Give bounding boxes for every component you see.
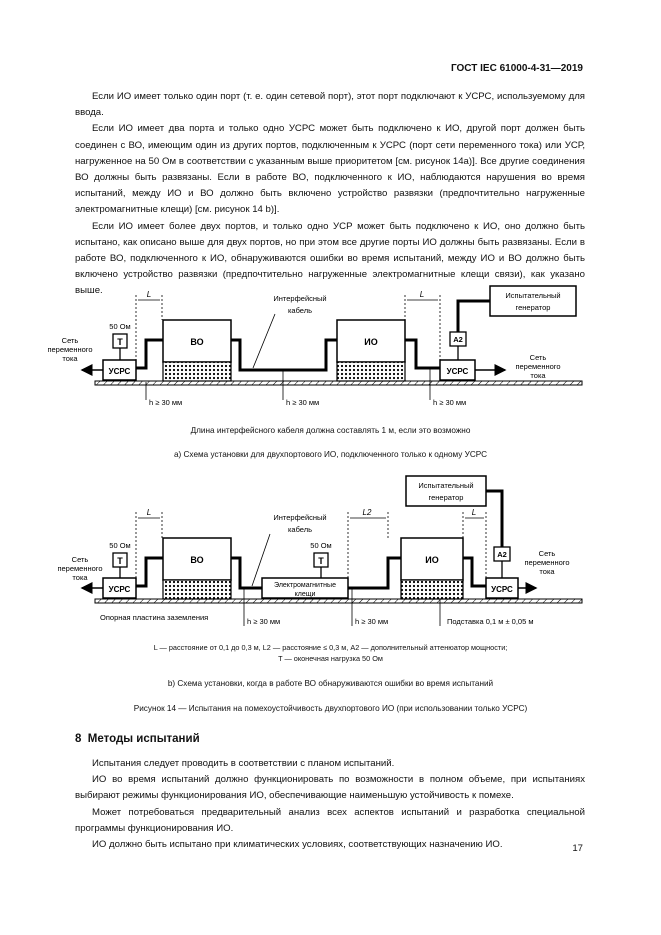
svg-text:L2: L2 xyxy=(362,508,372,517)
interface-cable xyxy=(231,340,337,370)
svg-text:h ≥ 30 мм: h ≥ 30 мм xyxy=(149,398,183,407)
svg-text:Опорная пластина заземления: Опорная пластина заземления xyxy=(100,613,209,622)
svg-text:переменного: переменного xyxy=(57,564,103,573)
svg-text:ИО: ИО xyxy=(364,337,378,347)
paragraph: ИО во время испытаний должно функционировать по возможности в полном объеме, при испытаниях выбирают режимы функционирования ИО, обеспечивающие наименьшую устойчивость к помехе. xyxy=(75,774,585,802)
svg-text:L: L xyxy=(146,508,152,517)
page-number: 17 xyxy=(572,843,583,854)
svg-text:T: T xyxy=(318,556,324,566)
figure-a-note: Длина интерфейсного кабеля должна составлять 1 м, если это возможно xyxy=(190,426,471,435)
svg-text:клещи: клещи xyxy=(294,591,316,598)
svg-text:h ≥ 30 мм: h ≥ 30 мм xyxy=(355,617,389,626)
svg-text:h ≥ 30 мм: h ≥ 30 мм xyxy=(247,617,281,626)
svg-text:УСРС: УСРС xyxy=(108,585,131,594)
svg-text:T: T xyxy=(117,337,123,347)
svg-text:L: L xyxy=(471,508,477,517)
svg-text:h ≥ 30 мм: h ≥ 30 мм xyxy=(433,398,467,407)
svg-text:Сеть: Сеть xyxy=(71,555,89,564)
usrs-label: УСРС xyxy=(108,367,131,376)
svg-text:тока: тока xyxy=(72,573,88,582)
svg-text:ИО: ИО xyxy=(425,555,439,565)
svg-text:УСРС: УСРС xyxy=(446,367,469,376)
svg-text:T: T xyxy=(117,556,123,566)
svg-text:переменного: переменного xyxy=(524,558,570,567)
svg-text:L: L xyxy=(419,290,425,299)
svg-text:кабель: кабель xyxy=(287,306,313,315)
svg-text:h ≥ 30 мм: h ≥ 30 мм xyxy=(286,398,320,407)
figure-b-caption: b) Схема установки, когда в работе ВО обнаруживаются ошибки во время испытаний xyxy=(167,679,494,688)
svg-text:Сеть: Сеть xyxy=(61,336,79,345)
svg-text:тока: тока xyxy=(530,371,546,380)
paragraph: Может потребоваться предварительный анализ всех аспектов испытаний и разработка специальной программы функционирования ИО. xyxy=(75,806,585,834)
svg-text:тока: тока xyxy=(539,567,555,576)
figure-b-legend-1: L — расстояние от 0,1 до 0,3 м, L2 — расстояние ≤ 0,3 м, A2 — дополнительный аттенюатор мощности; xyxy=(153,643,508,652)
svg-text:УСРС: УСРС xyxy=(491,585,513,594)
svg-text:Интерфейсный: Интерфейсный xyxy=(273,294,327,303)
svg-text:ВО: ВО xyxy=(190,555,204,565)
svg-text:тока: тока xyxy=(62,354,78,363)
paragraph: Испытания следует проводить в соответствии с планом испытаний. xyxy=(92,758,395,769)
paragraph: Если ИО имеет более двух портов, и только одно УСР может быть подключено к ИО, оно должно быть испытано, как описано выше для двух портов, но при этом все другие порты ИО должны быть развязаны. Если в работе ВО, подключенного к ИО, обнаруживаются ошибки во время испытаний, между ИО и ВО должно быть включено устройство развязки (предпочтительно нагруженные электромагнитные клещи связи), как указано выше. xyxy=(75,220,585,297)
svg-text:Подставка 0,1 м ± 0,05 м: Подставка 0,1 м ± 0,05 м xyxy=(447,617,534,626)
svg-text:Интерфейсный: Интерфейсный xyxy=(273,513,327,522)
svg-text:Электромагнитные: Электромагнитные xyxy=(274,582,336,589)
svg-text:Сеть: Сеть xyxy=(538,549,556,558)
section-title: Методы испытаний xyxy=(87,733,200,745)
section-heading xyxy=(75,733,200,745)
figure-title: Рисунок 14 — Испытания на помехоустойчивость двухпортового ИО (при использовании только УСРС) xyxy=(133,704,528,713)
section-number: 8 xyxy=(75,733,82,745)
svg-text:переменного: переменного xyxy=(515,362,561,371)
svg-text:генератор: генератор xyxy=(515,303,551,312)
svg-text:50 Ом: 50 Ом xyxy=(109,541,131,550)
svg-text:Сеть: Сеть xyxy=(529,353,547,362)
svg-text:кабель: кабель xyxy=(287,525,313,534)
svg-text:ВО: ВО xyxy=(190,337,204,347)
ground-plane xyxy=(95,381,582,385)
figure-a-caption: а) Схема установки для двухпортового ИО, подключенного только к одному УСРС xyxy=(173,450,488,459)
paragraph: ИО должно быть испытано при климатических условиях, соответствующих назначению ИО. xyxy=(92,839,503,851)
figure-b-legend-2: T — оконечная нагрузка 50 Ом xyxy=(278,654,383,663)
body-text-bottom xyxy=(75,756,585,853)
svg-text:Испытательный: Испытательный xyxy=(505,291,561,300)
svg-text:A2: A2 xyxy=(497,550,507,559)
svg-text:50 Ом: 50 Ом xyxy=(109,322,131,331)
paragraph: Если ИО имеет два порта и только одно УСРС может быть подключено к ИО, другой порт должен быть соединен с ВО, имеющим один из других портов, подключенным к УСРС (порт сети переменного тока) или УСР, нагруженное на 50 Ом в соответствии с указанным выше приоритетом [см. рисунок 14а)]. Все другие соединения ВО должны быть развязаны. Если в работе ВО, подключенного к ИО, наблюдаются нарушения во время испытаний, между ИО и ВО должно быть включено устройство развязки (предпочтительно нагруженные электромагнитные клещи) [см. рисунок 14 b)]. xyxy=(75,123,585,216)
svg-text:L: L xyxy=(146,290,152,299)
svg-text:Испытательный: Испытательный xyxy=(418,481,474,490)
svg-text:генератор: генератор xyxy=(428,493,464,502)
svg-text:переменного: переменного xyxy=(47,345,93,354)
document-id: ГОСТ IEC 61000-4-31—2019 xyxy=(450,63,583,74)
paragraph: Если ИО имеет только один порт (т. е. один сетевой порт), этот порт подключают к УСРС, используемому для ввода. xyxy=(75,91,585,119)
svg-text:50 Ом: 50 Ом xyxy=(310,541,332,550)
svg-text:A2: A2 xyxy=(453,335,463,344)
